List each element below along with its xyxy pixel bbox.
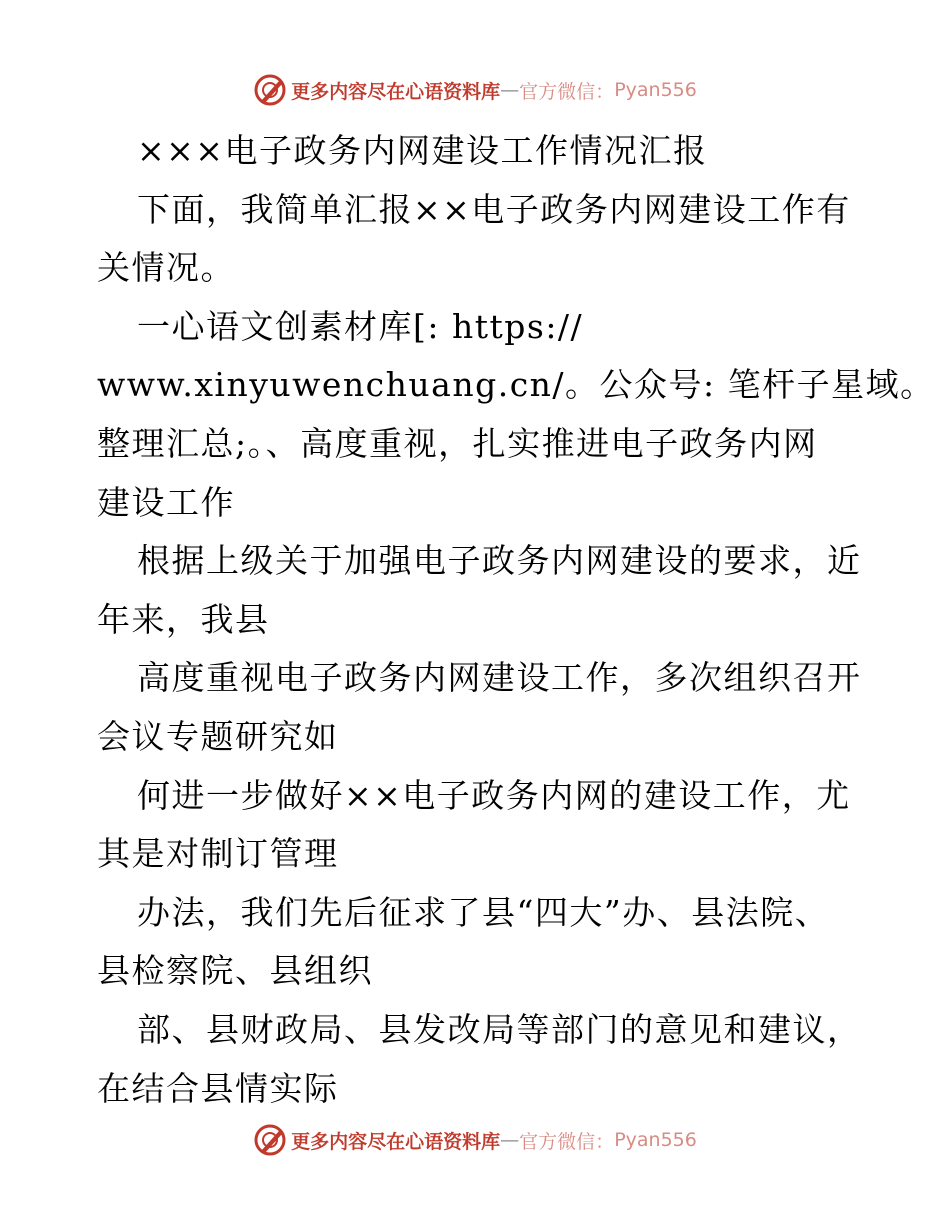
text-line: www.xinyuwenchuang.cn/。公众号: 笔杆子星域。 bbox=[97, 365, 935, 405]
text-line: ×××电子政务内网建设工作情况汇报 bbox=[137, 131, 708, 170]
text-line: 会议专题研究如 bbox=[97, 716, 339, 756]
text-line: 高度重视电子政务内网建设工作，多次组织召开 bbox=[137, 658, 862, 698]
text-line: 年来，我县 bbox=[97, 599, 270, 639]
pen-logo-icon bbox=[253, 1123, 287, 1157]
pen-logo-icon bbox=[253, 73, 287, 107]
text-line: 关情况。 bbox=[97, 248, 235, 288]
text-line: 其是对制订管理 bbox=[97, 834, 339, 874]
text-line: 何进一步做好××电子政务内网的建设工作，尤 bbox=[137, 775, 851, 815]
watermark-separator: — bbox=[500, 1129, 520, 1151]
text-line: 建设工作 bbox=[97, 482, 235, 522]
text-line: 一心语文创素材库[: https:// bbox=[137, 306, 584, 346]
watermark-main-text: 更多内容尽在心语资料库 bbox=[291, 1130, 501, 1153]
watermark-separator: — bbox=[500, 79, 520, 101]
text-line: 部、县财政局、县发改局等部门的意见和建议， bbox=[137, 1009, 862, 1049]
footer-watermark bbox=[0, 1120, 950, 1160]
watermark-wechat-label: 官方微信： bbox=[519, 1130, 615, 1153]
document-body bbox=[97, 122, 935, 1118]
watermark-main-text: 更多内容尽在心语资料库 bbox=[291, 80, 501, 103]
header-watermark bbox=[0, 70, 950, 110]
text-line: 下面，我简单汇报××电子政务内网建设工作有 bbox=[137, 189, 851, 229]
text-line: 整理汇总;。、高度重视，扎实推进电子政务内网 bbox=[97, 423, 818, 463]
text-line: 在结合县情实际 bbox=[97, 1068, 339, 1108]
text-line: 县检察院、县组织 bbox=[97, 951, 373, 991]
watermark-wechat-id: Pyan556 bbox=[614, 1129, 697, 1151]
text-line: 根据上级关于加强电子政务内网建设的要求，近 bbox=[137, 541, 862, 581]
watermark-wechat-id: Pyan556 bbox=[614, 79, 697, 101]
text-line: 办法，我们先后征求了县“四大”办、县法院、 bbox=[137, 892, 830, 932]
watermark-wechat-label: 官方微信： bbox=[519, 80, 615, 103]
